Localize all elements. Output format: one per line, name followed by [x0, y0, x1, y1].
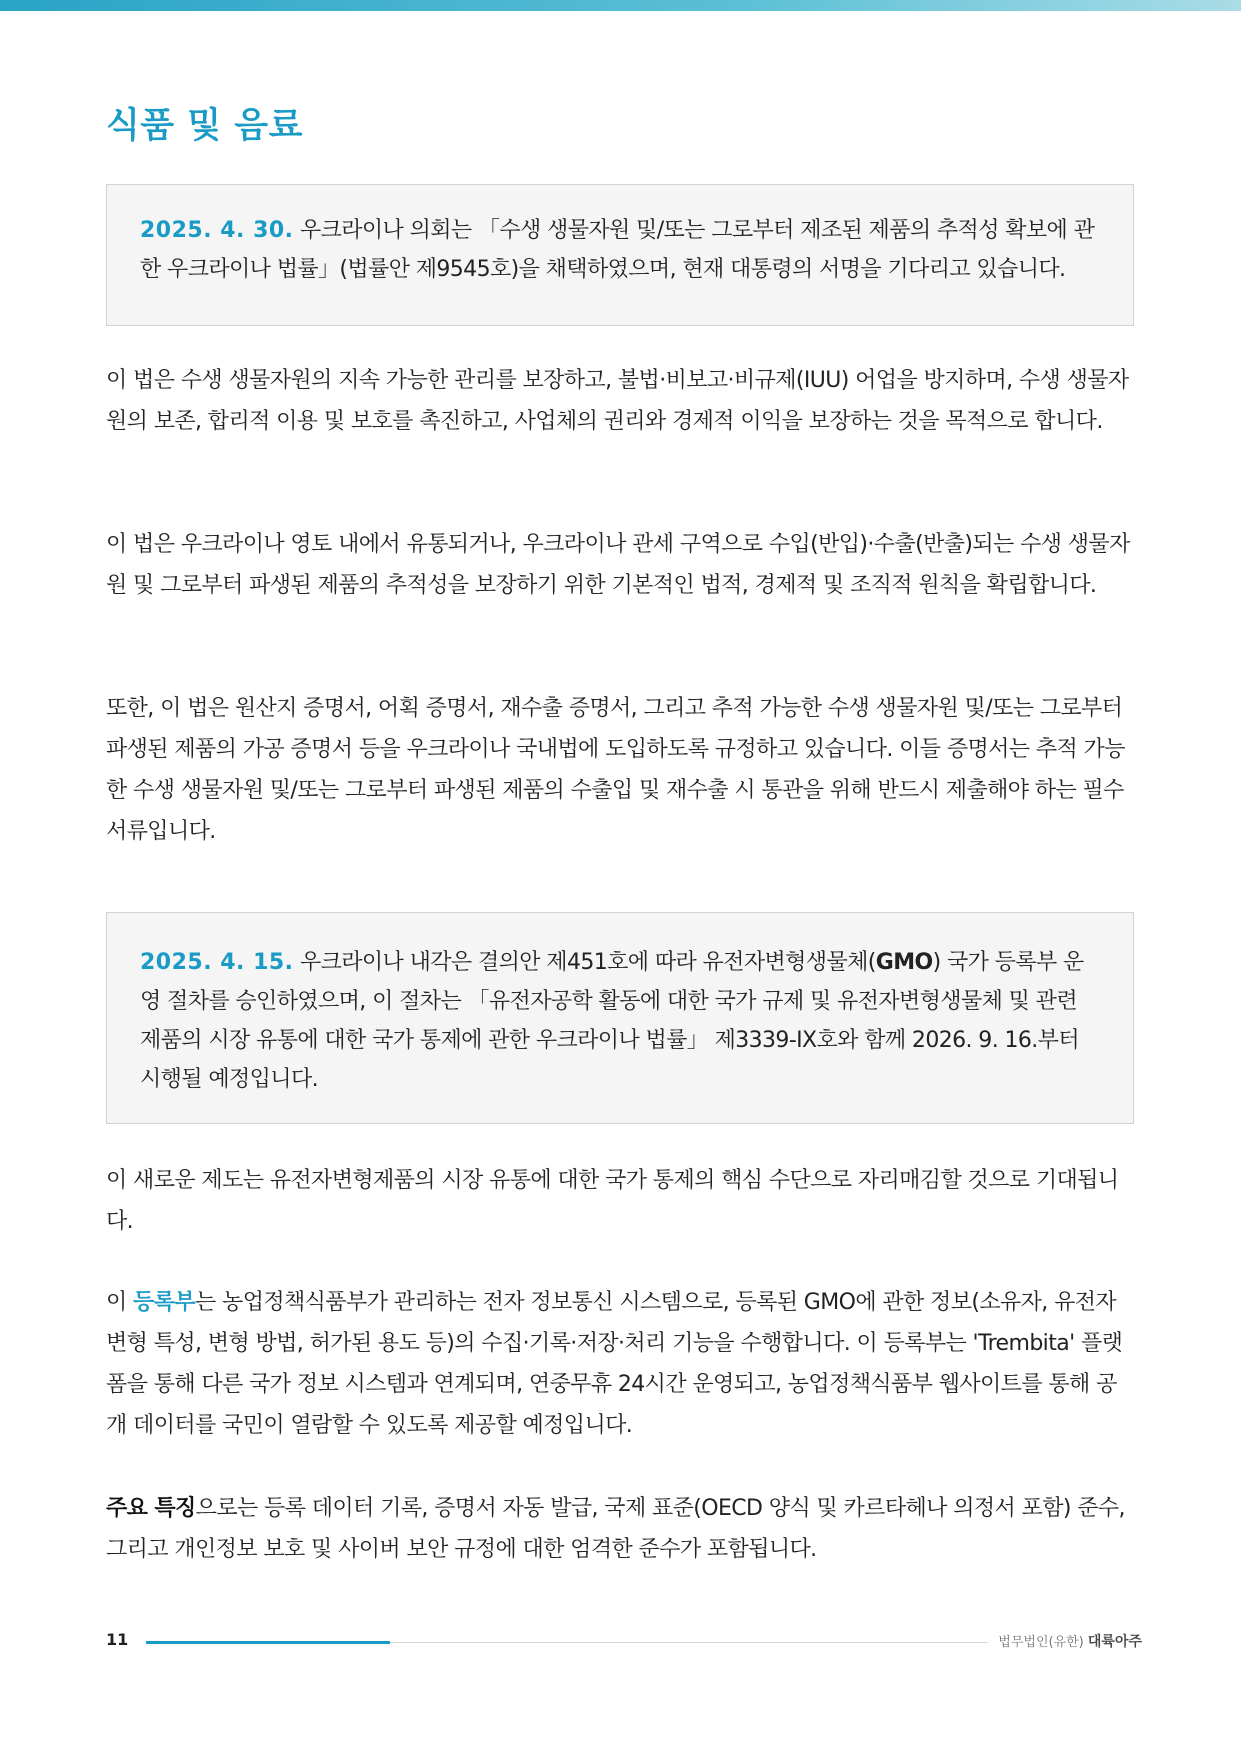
paragraph-features	[106, 1488, 1136, 1570]
firm-prefix: 법무법인(유한)	[998, 1635, 1088, 1650]
callout-2-body-a: 우크라이나 내각은 결의안 제451호에 따라 유전자변형생물체(	[293, 950, 876, 975]
page-footer	[106, 1630, 1142, 1654]
callout-2-gmo: GMO	[875, 950, 933, 975]
paragraph-certificates: 또한, 이 법은 원산지 증명서, 어획 증명서, 재수출 증명서, 그리고 추적 가능한 수생 생물자원 및/또는 그로부터 파생된 제품의 가공 증명서 등을 우크라이나 국내법에 도입하도록 규정하고 있습니다. 이들 증명서는 추적 가능한 수생 생물자원 및/또는 그로부터 파생된 제품의 수출입 및 재수출 시 통관을 위해 반드시 제출해야 하는 필수 서류입니다.	[106, 696, 1125, 844]
callout-1-text	[140, 211, 1103, 289]
page-title: 식품 및 음료	[106, 106, 303, 146]
callout-1-date: 2025. 4. 30.	[140, 218, 294, 243]
callout-2-text	[140, 943, 1103, 1099]
paragraph-registry-prefix: 이	[106, 1290, 134, 1315]
registry-highlight: 등록부	[133, 1290, 196, 1315]
callout-box-2	[106, 912, 1134, 1124]
paragraph-registry-body: 는 농업정책식품부가 관리하는 전자 정보통신 시스템으로, 등록된 GMO에 관한 정보(소유자, 유전자 변형 특성, 변형 방법, 허가된 용도 등)의 수집·기록·저장·처리 기능을 수행합니다. 이 등록부는 'Trembita' 플랫폼을 통해 다른 국가 정보 시스템과 연계되며, 연중무휴 24시간 운영되고, 농업정책식품부 웹사이트를 통해 공개 데이터를 국민이 열람할 수 있도록 제공할 예정입니다.	[106, 1290, 1123, 1438]
paragraph-features-body: 으로는 등록 데이터 기록, 증명서 자동 발급, 국제 표준(OECD 양식 및 카르타헤나 의정서 포함) 준수, 그리고 개인정보 보호 및 사이버 보안 규정에 대한 엄격한 준수가 포함됩니다.	[106, 1496, 1125, 1562]
callout-2-body-b: ) 국가 등록부 운영 절차를 승인하였으며, 이 절차는 「유전자공학 활동에 대한 국가 규제 및 유전자변형생물체 및 관련 제품의 시장 유통에 대한 국가 통제에 관한 우크라이나 법률」 제3339-IX호와 함께 2026. 9. 16.부터 시행될 예정입니다.	[140, 950, 1084, 1092]
callout-box-1	[106, 184, 1134, 326]
paragraph-registry	[106, 1282, 1136, 1446]
callout-2-date: 2025. 4. 15.	[140, 950, 294, 975]
footer-divider-accent	[146, 1641, 390, 1644]
page-number: 11	[106, 1630, 129, 1649]
paragraph-purpose: 이 법은 수생 생물자원의 지속 가능한 관리를 보장하고, 불법·비보고·비규제(IUU) 어업을 방지하며, 수생 생물자원의 보존, 합리적 이용 및 보호를 촉진하고, 사업체의 권리와 경제적 이익을 보장하는 것을 목적으로 합니다.	[106, 368, 1129, 434]
callout-1-body: 우크라이나 의회는 「수생 생물자원 및/또는 그로부터 제조된 제품의 추적성 확보에 관한 우크라이나 법률」(법률안 제9545호)을 채택하였으며, 현재 대통령의 서명을 기다리고 있습니다.	[140, 218, 1095, 282]
firm-name	[998, 1631, 1142, 1651]
top-accent-bar	[0, 0, 1241, 11]
paragraph-scope: 이 법은 우크라이나 영토 내에서 유통되거나, 우크라이나 관세 구역으로 수입(반입)·수출(반출)되는 수생 생물자원 및 그로부터 파생된 제품의 추적성을 보장하기 위한 기본적인 법적, 경제적 및 조직적 원칙을 확립합니다.	[106, 532, 1130, 598]
firm-brand: 대륙아주	[1087, 1634, 1142, 1650]
features-highlight: 주요 특징	[106, 1496, 196, 1521]
paragraph-new-system: 이 새로운 제도는 유전자변형제품의 시장 유통에 대한 국가 통제의 핵심 수단으로 자리매김할 것으로 기대됩니다.	[106, 1168, 1119, 1234]
